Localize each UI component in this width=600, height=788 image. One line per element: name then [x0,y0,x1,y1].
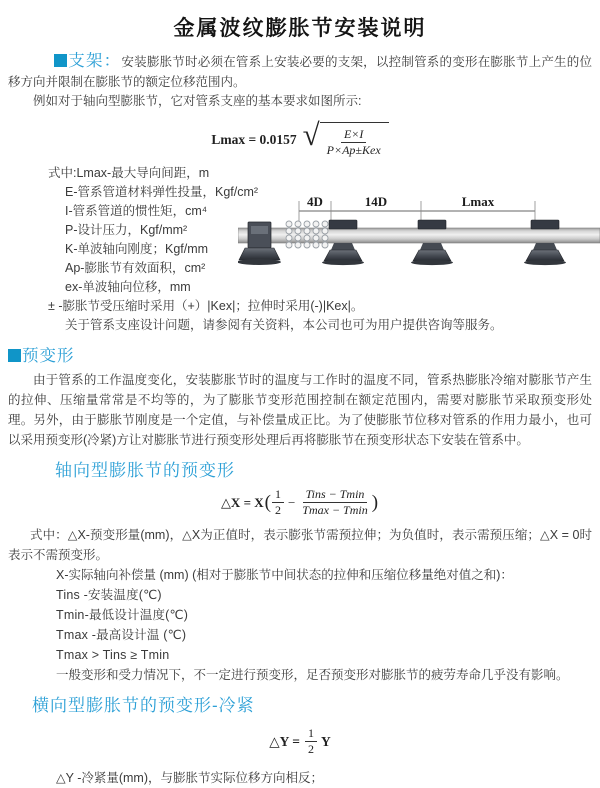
axial-formula-lhs: △X = X [220,494,264,510]
open-paren: ( [264,491,271,513]
page-title: 金属波纹膨胀节安装说明 [173,17,427,40]
axial-preform-heading: 轴向型膨胀节的预变形 [55,460,235,480]
axial-note: X-实际轴向补偿量 (mm) (相对于膨胀节中间状态的拉伸和压缩位移量绝对值之和)： [56,567,513,582]
definition-line: Ap-膨胀节有效面积，cm² [65,260,206,275]
definition-line: E-管系管道材料弹性投量，Kgf/cm² [65,184,259,199]
support-example-text: 例如对于轴向型膨胀节，它对管系支座的基本要求如图所示: [33,94,362,108]
axial-note: Tins -安装温度(℃) [56,587,162,602]
axial-note: Tmin-最低设计温度(℃) [56,607,189,622]
axial-note: Tmax -最高设计温 (℃) [56,627,187,642]
sqrt-radical [302,116,389,159]
lmax-fraction [324,127,384,159]
minus-sign: − [287,494,296,510]
half-denominator: 2 [307,742,314,757]
half-fraction [272,487,284,519]
consulting-note: 关于管系支座设计问题，请参阅有关资料，本公司也可为用户提供咨询等服务。 [65,317,503,332]
lateral-preform-heading: 横向型膨胀节的预变形-冷紧 [32,695,255,715]
radicand [320,122,389,159]
axial-note: Tmax > Tins ≥ Tmin [56,647,170,662]
lmax-fraction-numerator: E×I [341,127,366,144]
lateral-formula-lhs: △Y = [269,733,300,749]
document-page [0,12,600,788]
radical-symbol: √ [302,116,320,152]
half-numerator: 1 [272,487,284,504]
temperature-numerator: Tins − Tmin [303,487,368,504]
section-bullet-square [54,54,67,67]
lateral-preform-formula [8,726,592,758]
definition-line: I-管系管道的惯性矩，cm⁴ [65,203,208,218]
half-numerator: 1 [305,726,317,743]
lateral-note: △Y -冷紧量(mm)，与膨胀节实际位移方向相反； [56,771,324,786]
lateral-formula-rhs: Y [320,733,331,749]
temperature-fraction [299,487,370,519]
section-bullet-square [8,349,21,362]
definition-line: P-设计压力，Kgf/mm² [65,222,188,237]
half-fraction [305,726,317,758]
lmax-formula-lhs: Lmax = 0.0157 [211,131,297,147]
lmax-formula [8,116,592,159]
support-spacing-diagram [238,192,600,288]
plus-minus-note: ± -膨胀节受压缩时采用（+）|Kex|；拉伸时采用(-)|Kex|。 [48,298,364,313]
support-section-label: 支架： [68,52,122,70]
axial-preform-formula [8,487,592,519]
temperature-denominator: Tmax − Tmin [302,503,368,518]
definition-line: K-单波轴向刚度；Kgf/mm [65,241,209,256]
support-intro-text: 安装膨胀节时必须在管系上安装必要的支架，以控制管系的变形在膨胀节上产生的位移方向并限制在膨胀节的额定位移范围内。 [8,55,592,89]
axial-note: 式中：△X-预变形量(mm)，△X为正值时，表示膨张节需预拉伸；为负值时，表示需预压缩；△X = 0时表示不需预变形。 [8,527,592,562]
definition-line: 式中:Lmax-最大导向间距，m [48,165,210,180]
dim-label-14d: 14D [364,193,388,209]
axial-note: 一般变形和受力情况下，不一定进行预变形，足否预变形对膨胀节的疲劳寿命几乎没有影响。 [56,667,569,682]
definitions-and-diagram [8,164,592,297]
lmax-fraction-denominator: P×Ap±Kex [326,143,381,158]
dim-label-4d: 4D [307,193,323,209]
half-denominator: 2 [274,503,281,518]
definition-line: ex-单波轴向位移，mm [65,279,191,294]
dim-label-lmax: Lmax [461,193,495,209]
preform-body-paragraph: 由于管系的工作温度变化，安装膨胀节时的温度与工作时的温度不同，管系热膨胀冷缩对膨胀节产生的拉伸、压缩量常常是不均等的，为了膨胀节变形范围控制在额定范围内，需要对膨胀节采取预变形处理。另外，由于膨胀节刚度是一个定值，与补偿量成正比。为了使膨胀节位移对管系的作用力最小，也可以采用预变形(冷紧)方让对膨胀节进行预变形处理后再将膨胀节在预变形状态下安装在管系中。 [8,372,592,447]
close-paren: ) [371,491,379,513]
support-section-paragraph [8,52,592,92]
preform-section-heading [8,342,592,366]
preform-section-label: 预变形 [22,346,75,365]
